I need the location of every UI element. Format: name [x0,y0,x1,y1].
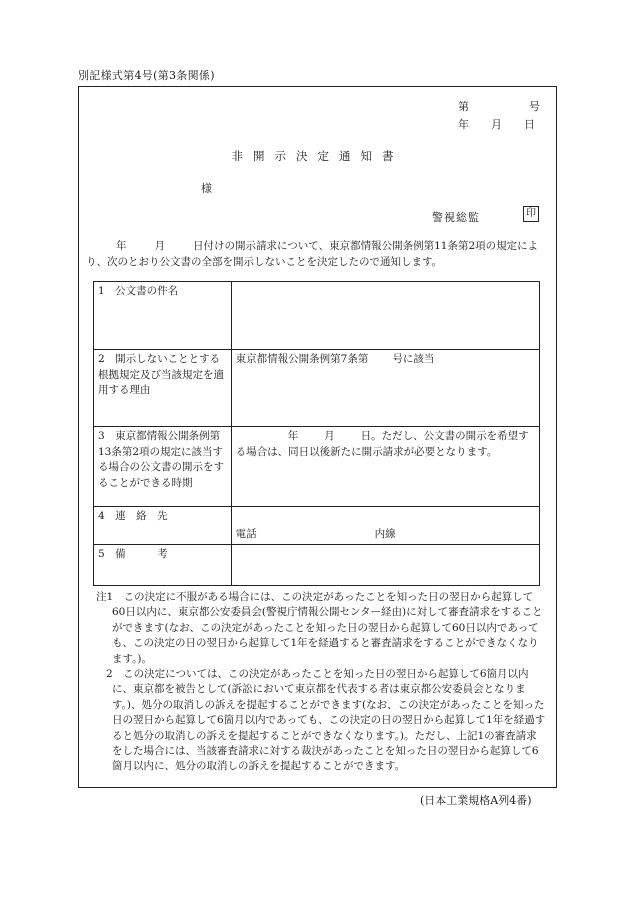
row3-text: 日。ただし、公文書の開示を希望する場合は、同日以後新たに開示請求が必要となります。 [235,430,529,458]
number-suffix: 号 [529,100,540,113]
row2-value-b: 号に該当 [392,353,435,365]
table-row [94,545,540,586]
row1-value [231,282,539,350]
date-day: 日 [524,118,535,131]
row1-label: 1 公文書の件名 [94,282,232,350]
row3-year: 年 [287,430,299,442]
row4-value [231,507,539,545]
paper-size-note: (日本工業規格A列4番) [420,794,532,807]
table-row [94,282,540,350]
document-title: 非開示決定通知書 [231,149,404,163]
row3-value [231,427,539,507]
form-label: 別記様式第4号(第3条関係) [78,69,215,82]
table-row [94,350,540,427]
seal-mark: 印 [523,206,539,222]
row3-label: 3 東京都情報公開条例第13条第2項の規定に該当する場合の公文書の開示をすることができる時期 [94,427,232,507]
date-month: 月 [491,118,502,131]
row4-ext: 内線 [374,527,396,540]
document-date [458,116,540,132]
notes-section [96,590,546,775]
intro-paragraph [86,238,548,270]
row5-label: 5 備 考 [94,545,232,586]
intro-text: 日付けの開示請求について、東京都情報公開条例第11条第2項の規定により、次のとおり公文書の全部を開示しないことを決定したので通知します。 [86,240,539,268]
row5-value [231,545,539,586]
table-row [94,427,540,507]
row4-label: 4 連 絡 先 [94,507,232,545]
intro-month: 月 [154,240,165,252]
number-prefix: 第 [458,100,469,113]
issuer-name: 警視総監 [432,211,480,224]
date-year: 年 [458,118,469,131]
note-1: 注1 この決定に不服がある場合には、この決定があったことを知った日の翌日から起算して60日以内に、東京都公安委員会(警視庁情報公開センター経由)に対して審査請求をすることができます(なお、この決定があったことを知った日の翌日から起算して60日以内であっても、この決定の日の翌日から起算して1年を経過すると審査請求をすることができなくなります。)。 [96,591,543,665]
row4-phone: 電話 [235,527,257,540]
intro-year: 年 [116,240,127,252]
document-number [458,98,540,114]
row2-label: 2 開示しないこととする根拠規定及び当該規定を適用する理由 [94,350,232,427]
note-2: 2 この決定については、この決定があったことを知った日の翌日から起算して6箇月以内に、東京都を被告として(訴訟において東京都を代表する者は東京都公安委員会となります。)、処分の取消しの訴えを提起することができます(なお、この決定があったことを知った日の翌日から起算して6箇月以内であっても、この決定の日の翌日から起算して1年を経過すると処分の取消しの訴えを提起することができなくなります。)。ただし、上記1の審査請求をした場合には、当該審査請求に対する裁決があったことを知った日の翌日から起算して6箇月以内に、処分の取消しの訴えを提起することができます。 [106,668,546,773]
addressee-suffix: 様 [201,182,212,195]
row2-value-a: 東京都情報公開条例第7条第 [235,353,369,365]
details-table [93,281,540,586]
table-row [94,507,540,545]
row3-month: 月 [324,430,335,442]
row2-value [231,350,539,427]
